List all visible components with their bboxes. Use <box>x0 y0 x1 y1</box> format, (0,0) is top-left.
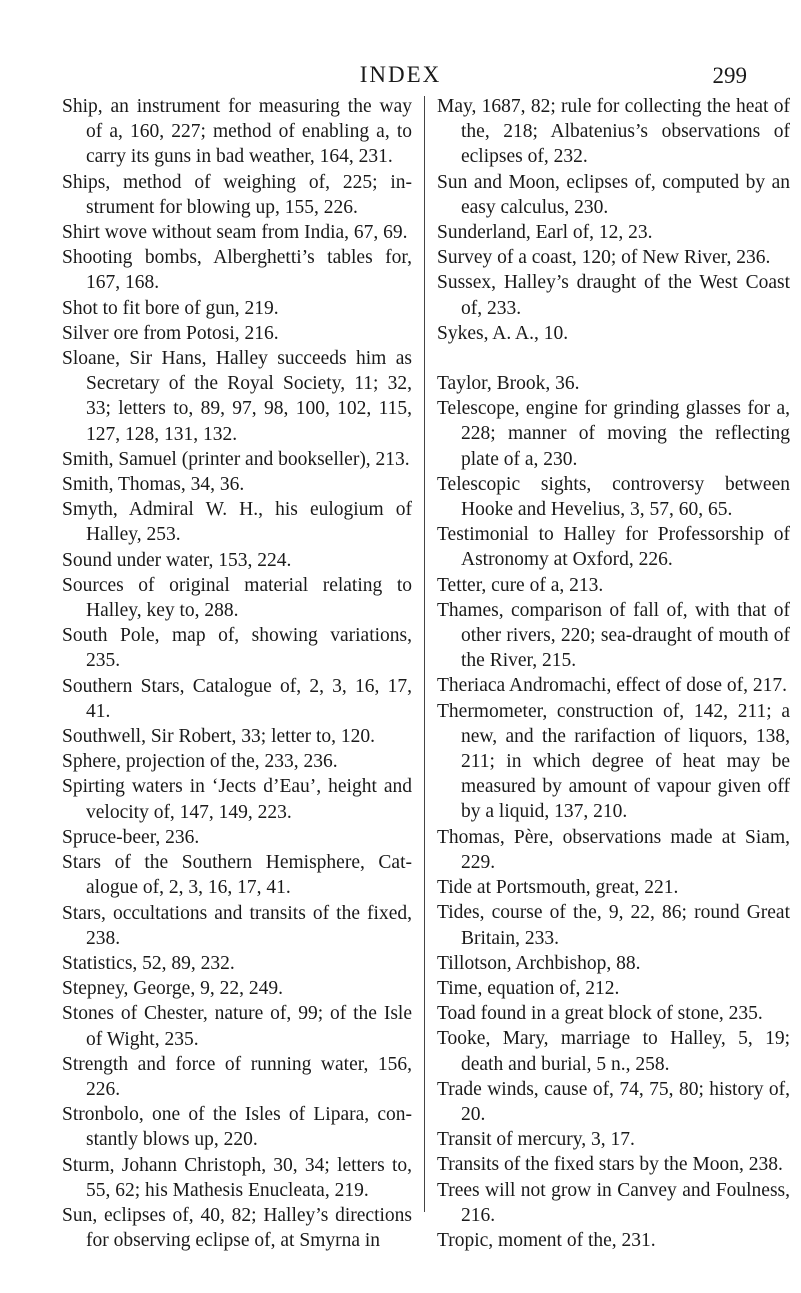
index-entry: Strength and force of running water, 156, 226. <box>62 1053 412 1100</box>
page-number: 299 <box>712 63 747 88</box>
index-entry: Stronbolo, one of the Isles of Lipara, constantly blows up, 220. <box>62 1104 412 1151</box>
index-entry: Telescopic sights, controversy between Hooke and Hevelius, 3, 57, 60, 65. <box>437 473 790 521</box>
column-divider <box>424 96 425 1212</box>
index-entry: Testimonial to Halley for Professorship of Astronomy at Oxford, 226. <box>437 524 790 571</box>
index-entry: Taylor, Brook, 36. <box>437 373 580 395</box>
index-entry: Sussex, Halley’s draught of the West Coast of, 233. <box>437 272 790 319</box>
index-entry: Southwell, Sir Robert, 33; letter to, 120. <box>62 726 376 748</box>
right-column <box>437 94 790 1253</box>
index-entry: Thomas, Père, observations made at Siam, 229. <box>437 826 790 873</box>
right-column-s-entries <box>437 94 790 346</box>
index-entry: Shot to fit bore of gun, 219. <box>62 297 279 319</box>
index-entry: Transits of the fixed stars by the Moon, 238. <box>437 1154 783 1176</box>
index-entry: Sturm, Johann Christoph, 30, 34; letters to, 55, 62; his Mathesis Enucleata, 219. <box>62 1154 412 1201</box>
right-column-t-entries <box>437 371 790 1253</box>
index-entry: Smith, Thomas, 34, 36. <box>62 474 245 496</box>
index-entry: Ship, an instrument for measuring the way of a, 160, 227; method of enabling a, to carry its guns in bad weather, 164, 231. <box>62 96 412 168</box>
index-entry: Survey of a coast, 120; of New River, 236. <box>437 247 771 269</box>
index-entry: Tetter, cure of a, 213. <box>437 574 604 596</box>
index-entry: Tooke, Mary, marriage to Halley, 5, 19; death and burial, 5 n., 258. <box>437 1028 790 1075</box>
index-entry: Trees will not grow in Canvey and Foulness, 216. <box>437 1179 790 1226</box>
index-entry: Tides, course of the, 9, 22, 86; round Great Britain, 233. <box>437 902 790 949</box>
index-entry: Smyth, Admiral W. H., his eulogium of Halley, 253. <box>62 499 412 546</box>
index-entry: May, 1687, 82; rule for collecting the heat of the, 218; Albatenius’s observations of eclipses of, 232. <box>437 96 790 168</box>
index-entry: South Pole, map of, showing variations, 235. <box>62 625 412 672</box>
index-entry: Spruce-beer, 236. <box>62 826 200 848</box>
index-entry: Ships, method of weighing of, 225; instrument for blowing up, 155, 226. <box>62 171 412 218</box>
index-entry: Stepney, George, 9, 22, 249. <box>62 978 283 1000</box>
index-entry: Spirting waters in ‘Jects d’Eau’, height and velocity of, 147, 149, 223. <box>62 776 412 823</box>
index-entry: Trade winds, cause of, 74, 75, 80; history of, 20. <box>437 1078 790 1125</box>
index-entry: Telescope, engine for grinding glasses for a, 228; manner of moving the reflecting plate of a, 230. <box>437 398 790 470</box>
index-entry: Sykes, A. A., 10. <box>437 322 569 344</box>
index-entry: Shirt wove without seam from India, 67, 69. <box>62 222 408 244</box>
index-entry: Sun, eclipses of, 40, 82; Halley’s directions for observing eclipse of, at Smyrna in <box>62 1204 412 1252</box>
index-entry: Sloane, Sir Hans, Halley succeeds him as Secretary of the Royal Society, 11; 32, 33; letters to, 89, 97, 98, 100, 102, 115, 127, 128, 131, 132. <box>62 348 412 445</box>
index-entry: Theriaca Andromachi, effect of dose of, 217. <box>437 675 787 697</box>
index-entry: Thames, comparison of fall of, with that of other rivers, 220; sea-draught of mouth of the River, 215. <box>437 599 790 672</box>
index-entry: Stars of the Southern Hemisphere, Catalogue of, 2, 3, 16, 17, 41. <box>62 852 412 899</box>
page-header <box>0 62 801 92</box>
left-column <box>62 94 412 1253</box>
index-entry: Stars, occultations and transits of the fixed, 238. <box>62 902 412 949</box>
index-entry: Sun and Moon, eclipses of, computed by an easy calculus, 230. <box>437 171 790 218</box>
index-entry: Stones of Chester, nature of, 99; of the Isle of Wight, 235. <box>62 1003 412 1050</box>
index-entry: Tide at Portsmouth, great, 221. <box>437 877 679 899</box>
index-entry: Statistics, 52, 89, 232. <box>62 952 235 974</box>
index-entry: Silver ore from Potosi, 216. <box>62 322 279 344</box>
index-entry: Sunderland, Earl of, 12, 23. <box>437 222 653 244</box>
index-entry: Sphere, projection of the, 233, 236. <box>62 751 338 773</box>
index-entry: Shooting bombs, Alberghetti’s tables for, 167, 168. <box>62 247 412 294</box>
index-entry: Tropic, moment of the, 231. <box>437 1229 656 1251</box>
index-entry: Tillotson, Archbishop, 88. <box>437 952 641 974</box>
index-entry: Time, equation of, 212. <box>437 977 620 999</box>
index-entry: Southern Stars, Catalogue of, 2, 3, 16, 17, 41. <box>62 675 412 722</box>
index-entry: Sound under water, 153, 224. <box>62 549 292 571</box>
index-entry: Sources of original material relating to Halley, key to, 288. <box>62 574 412 622</box>
index-entry: Transit of mercury, 3, 17. <box>437 1129 635 1151</box>
index-entry: Thermometer, construction of, 142, 211; a new, and the rarifaction of liquors, 138, 211; in which degree of heat may be measured by amount of vapour given off by a liquid, 137, 210. <box>437 700 790 823</box>
index-entry: Toad found in a great block of stone, 235. <box>437 1003 763 1025</box>
index-entry: Smith, Samuel (printer and bookseller), 213. <box>62 448 410 470</box>
letter-gap <box>437 346 790 371</box>
index-title: INDEX <box>359 62 442 87</box>
